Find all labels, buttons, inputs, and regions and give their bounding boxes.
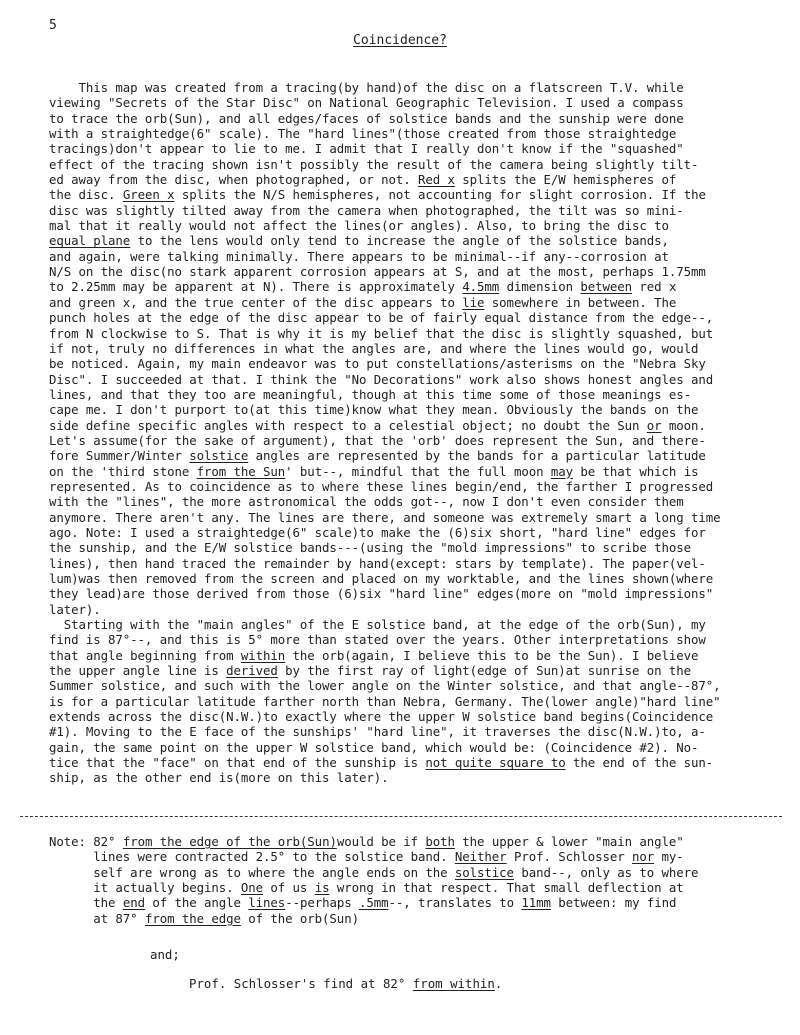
text-line bbox=[49, 418, 763, 433]
underlined-text: solstice bbox=[454, 864, 514, 880]
text-line bbox=[49, 632, 763, 647]
text-segment: at 87° bbox=[49, 910, 145, 926]
text-line bbox=[49, 556, 763, 571]
text-segment: it actually begins. bbox=[49, 880, 241, 896]
text-segment: Disc". I succeeded at that. I think the "No Decorations" work also shows honest angles and bbox=[49, 371, 714, 387]
underlined-text: both bbox=[425, 834, 455, 849]
text-segment: between: my find bbox=[550, 895, 677, 911]
text-segment: dimension bbox=[499, 279, 581, 295]
text-segment: lines were contracted 2.5° to the solstice band. bbox=[49, 849, 455, 865]
text-segment: fore Summer/Winter bbox=[49, 448, 190, 464]
underlined-text: from within bbox=[412, 976, 495, 991]
text-line bbox=[49, 770, 763, 785]
text-line bbox=[49, 724, 763, 739]
underlined-text: end bbox=[122, 895, 145, 911]
text-line bbox=[49, 540, 763, 555]
text-line bbox=[49, 126, 763, 141]
text-segment: wrong in that respect. That small deflection at bbox=[329, 880, 684, 896]
text-segment: Starting with the "main angles" of the E solstice band, at the edge of the orb(Sun), my bbox=[49, 617, 706, 633]
note-block bbox=[49, 834, 779, 926]
text-segment: Prof. Schlosser bbox=[506, 849, 633, 865]
text-segment: ship, as the other end is(more on this later). bbox=[49, 770, 389, 786]
and-text: and; bbox=[150, 947, 180, 962]
text-line bbox=[49, 464, 763, 479]
text-segment: to the lens would only tend to increase the angle of the solstice bands, bbox=[130, 233, 669, 249]
text-line bbox=[49, 341, 763, 356]
text-segment: effect of the tracing shown isn't possibly the result of the camera being slightly tilt- bbox=[49, 156, 699, 172]
page-number: 5 bbox=[49, 18, 57, 33]
text-segment: by the first ray of light(edge of Sun)at sunrise on the bbox=[277, 663, 692, 679]
text-segment: the sunship, and the E/W solstice bands---(using the "mold impressions" to scribe those bbox=[49, 540, 692, 556]
underlined-text: within bbox=[240, 647, 286, 663]
text-segment: extends across the disc(N.W.)to exactly where the upper W solstice band begins(Coincidence bbox=[49, 709, 714, 725]
text-line bbox=[49, 264, 763, 279]
text-segment: of us bbox=[263, 880, 315, 896]
text-segment: with a straightedge(6" scale). The "hard lines"(those created from those straightedge bbox=[49, 126, 677, 142]
underlined-text: from the edge bbox=[144, 910, 241, 926]
underlined-text: may bbox=[550, 463, 573, 479]
text-segment: of the orb(Sun) bbox=[240, 910, 359, 926]
text-segment: would be if bbox=[336, 834, 426, 849]
text-segment: red x bbox=[632, 279, 677, 295]
text-line bbox=[49, 433, 763, 448]
text-line bbox=[49, 203, 763, 218]
text-segment: lum)was then removed from the screen and placed on my worktable, and the lines shown(where bbox=[49, 571, 714, 586]
text-segment: gain, the same point on the upper W solstice band, which would be: (Coincidence #2). No- bbox=[49, 739, 699, 755]
text-segment: disc was slightly tilted away from the camera when photographed, the tilt was so mini- bbox=[49, 202, 684, 218]
text-segment: find is 87°--, and this is 5° more than stated over the years. Other interpretations show bbox=[49, 632, 706, 648]
text-line bbox=[49, 678, 763, 693]
text-line bbox=[49, 479, 763, 494]
underlined-text: between bbox=[580, 279, 633, 295]
text-line bbox=[49, 95, 763, 110]
text-segment: #1). Moving to the E face of the sunships' "hard line", it traverses the disc(N.W.)to, a- bbox=[49, 724, 706, 740]
text-segment: This map was created from a tracing(by hand)of the disc on a flatscreen T.V. while bbox=[49, 80, 684, 95]
note-line bbox=[49, 834, 779, 849]
text-segment: ago. Note: I used a straightedge(6" scale)to make the (6)six short, "hard line" edges for bbox=[49, 524, 706, 540]
text-segment: --, translates to bbox=[388, 895, 522, 911]
text-line bbox=[49, 755, 763, 770]
text-line bbox=[49, 648, 763, 663]
closing-line bbox=[189, 976, 502, 991]
text-line bbox=[49, 279, 763, 294]
text-segment: they lead)are those derived from those (6)six "hard line" edges(more on "mold impressions" bbox=[49, 586, 714, 602]
underlined-text: from the edge of the orb(Sun) bbox=[122, 834, 337, 849]
text-segment: from N clockwise to S. That is why it is my belief that the disc is slightly squashed, but bbox=[49, 325, 714, 341]
text-segment: splits the E/W hemispheres of bbox=[454, 172, 677, 188]
text-segment: that angle beginning from bbox=[49, 647, 241, 663]
text-line bbox=[49, 709, 763, 724]
text-segment: the orb(again, I believe this to be the Sun). I believe bbox=[285, 647, 699, 663]
text-segment: tice that the "face" on that end of the sunship is bbox=[49, 755, 426, 771]
underlined-text: lines bbox=[248, 895, 286, 911]
underlined-text: 4.5mm bbox=[462, 279, 500, 295]
text-line bbox=[49, 402, 763, 417]
text-line bbox=[49, 510, 763, 525]
text-segment: . bbox=[494, 976, 503, 991]
text-line bbox=[49, 218, 763, 233]
underlined-text: solstice bbox=[189, 448, 249, 464]
text-segment: lines, and that they too are meaningful, though at this time some of those meanings es- bbox=[49, 386, 692, 402]
text-segment: angles are represented by the bands for a particular latitude bbox=[248, 448, 706, 464]
text-segment: the bbox=[49, 895, 123, 911]
underlined-text: lie bbox=[462, 294, 485, 310]
document-title: Coincidence? bbox=[353, 33, 447, 48]
text-segment: the end of the sun- bbox=[565, 755, 714, 771]
text-segment: to 2.25mm may be apparent at N). There is approximately bbox=[49, 279, 463, 295]
text-segment: represented. As to coincidence as to where these lines begin/end, the farther I progressed bbox=[49, 478, 714, 494]
text-segment: ' but--, mindful that the full moon bbox=[285, 463, 551, 479]
underlined-text: is bbox=[314, 880, 330, 896]
text-segment: cape me. I don't purport to(at this time)know what they mean. Obviously the bands on the bbox=[49, 402, 699, 418]
text-segment: Prof. Schlosser's find at 82° bbox=[189, 976, 413, 991]
underlined-text: derived bbox=[226, 663, 278, 679]
underlined-text: or bbox=[646, 417, 662, 433]
dashed-divider bbox=[20, 816, 782, 817]
text-line bbox=[49, 663, 763, 678]
text-segment: Summer solstice, and such with the lower angle on the Winter solstice, and that angle--87°, bbox=[49, 678, 721, 694]
note-line bbox=[49, 880, 779, 895]
text-segment: and green x, and the true center of the disc appears to bbox=[49, 294, 463, 310]
text-segment: on the 'third stone bbox=[49, 463, 197, 479]
text-segment: tracings)don't appear to lie to me. I admit that I really don't know if the "squashed" bbox=[49, 141, 684, 157]
text-segment: moon. bbox=[661, 417, 706, 433]
text-segment: the upper angle line is bbox=[49, 663, 227, 679]
text-line bbox=[49, 141, 763, 156]
text-line bbox=[49, 372, 763, 387]
text-line bbox=[49, 694, 763, 709]
text-segment: to trace the orb(Sun), and all edges/faces of solstice bands and the sunship were done bbox=[49, 110, 684, 126]
underlined-text: 11mm bbox=[521, 895, 551, 911]
text-segment: lines), then hand traced the remainder by hand(except: stars by template). The paper(vel- bbox=[49, 555, 706, 571]
text-line bbox=[49, 233, 763, 248]
text-segment: N/S on the disc(no stark apparent corrosion appears at S, and at the most, perhaps 1.75mm bbox=[49, 264, 706, 280]
underlined-text: nor bbox=[632, 849, 655, 865]
underlined-text: from the Sun bbox=[196, 463, 286, 479]
underlined-text: not quite square to bbox=[425, 755, 566, 771]
underlined-text: equal plane bbox=[49, 233, 131, 249]
text-segment: later). bbox=[49, 601, 101, 617]
text-segment: splits the N/S hemispheres, not accounting for slight corrosion. If the bbox=[174, 187, 706, 203]
text-segment: Note: 82° bbox=[49, 834, 123, 849]
underlined-text: One bbox=[240, 880, 264, 896]
text-line bbox=[49, 111, 763, 126]
text-line bbox=[49, 310, 763, 325]
text-line bbox=[49, 80, 763, 95]
text-line bbox=[49, 249, 763, 264]
text-segment: of the angle bbox=[144, 895, 249, 911]
text-segment: mal that it really would not affect the lines(or angles). Also, to bring the disc to bbox=[49, 218, 669, 234]
text-line bbox=[49, 602, 763, 617]
text-segment: punch holes at the edge of the disc appear to be of fairly equal distance from the edge--, bbox=[49, 310, 714, 326]
text-segment: with the "lines", the more astronomical the odds got--, now I don't even consider them bbox=[49, 494, 684, 510]
underlined-text: Neither bbox=[454, 849, 507, 865]
text-segment: --perhaps bbox=[285, 895, 359, 911]
text-segment: ed away from the disc, when photographed, or not. bbox=[49, 172, 418, 188]
text-segment: Let's assume(for the sake of argument), that the 'orb' does represent the Sun, and there- bbox=[49, 432, 706, 448]
text-line bbox=[49, 295, 763, 310]
text-segment: viewing "Secrets of the Star Disc" on National Geographic Television. I used a compass bbox=[49, 95, 684, 111]
underlined-text: Red x bbox=[418, 172, 455, 188]
text-line bbox=[49, 326, 763, 341]
note-line bbox=[49, 895, 779, 910]
text-line bbox=[49, 494, 763, 509]
text-line bbox=[49, 586, 763, 601]
text-segment: somewhere in between. The bbox=[484, 294, 677, 310]
text-line bbox=[49, 617, 763, 632]
text-line bbox=[49, 740, 763, 755]
text-line bbox=[49, 187, 763, 202]
text-line bbox=[49, 157, 763, 172]
text-line bbox=[49, 172, 763, 187]
text-segment: the disc. bbox=[49, 187, 123, 203]
body-text bbox=[49, 80, 763, 786]
text-line bbox=[49, 356, 763, 371]
text-segment: and again, were talking minimally. There appears to be minimal--if any--corrosion at bbox=[49, 248, 669, 264]
text-segment: be that which is bbox=[573, 463, 699, 479]
text-segment: anymore. There aren't any. The lines are there, and someone was extremely smart a long time bbox=[49, 509, 721, 525]
text-line bbox=[49, 525, 763, 540]
note-line bbox=[49, 911, 779, 926]
note-line bbox=[49, 865, 779, 880]
underlined-text: Green x bbox=[122, 187, 175, 203]
text-segment: self are wrong as to where the angle ends on the bbox=[49, 864, 455, 880]
text-segment: my- bbox=[654, 849, 684, 865]
text-line bbox=[49, 571, 763, 586]
text-segment: band--, only as to where bbox=[513, 864, 699, 880]
text-line bbox=[49, 387, 763, 402]
text-segment: the upper & lower "main angle" bbox=[454, 834, 684, 849]
text-segment: if not, truly no differences in what the angles are, and where the lines would go, would bbox=[49, 340, 699, 356]
text-segment: is for a particular latitude farther north than Nebra, Germany. The(lower angle)"hard line" bbox=[49, 693, 721, 709]
note-line bbox=[49, 849, 779, 864]
text-segment: side define specific angles with respect to a celestial object; no doubt the Sun bbox=[49, 417, 647, 433]
text-line bbox=[49, 448, 763, 463]
text-segment: be noticed. Again, my main endeavor was to put constellations/asterisms on the "Nebra Sky bbox=[49, 356, 706, 372]
underlined-text: .5mm bbox=[359, 895, 389, 911]
